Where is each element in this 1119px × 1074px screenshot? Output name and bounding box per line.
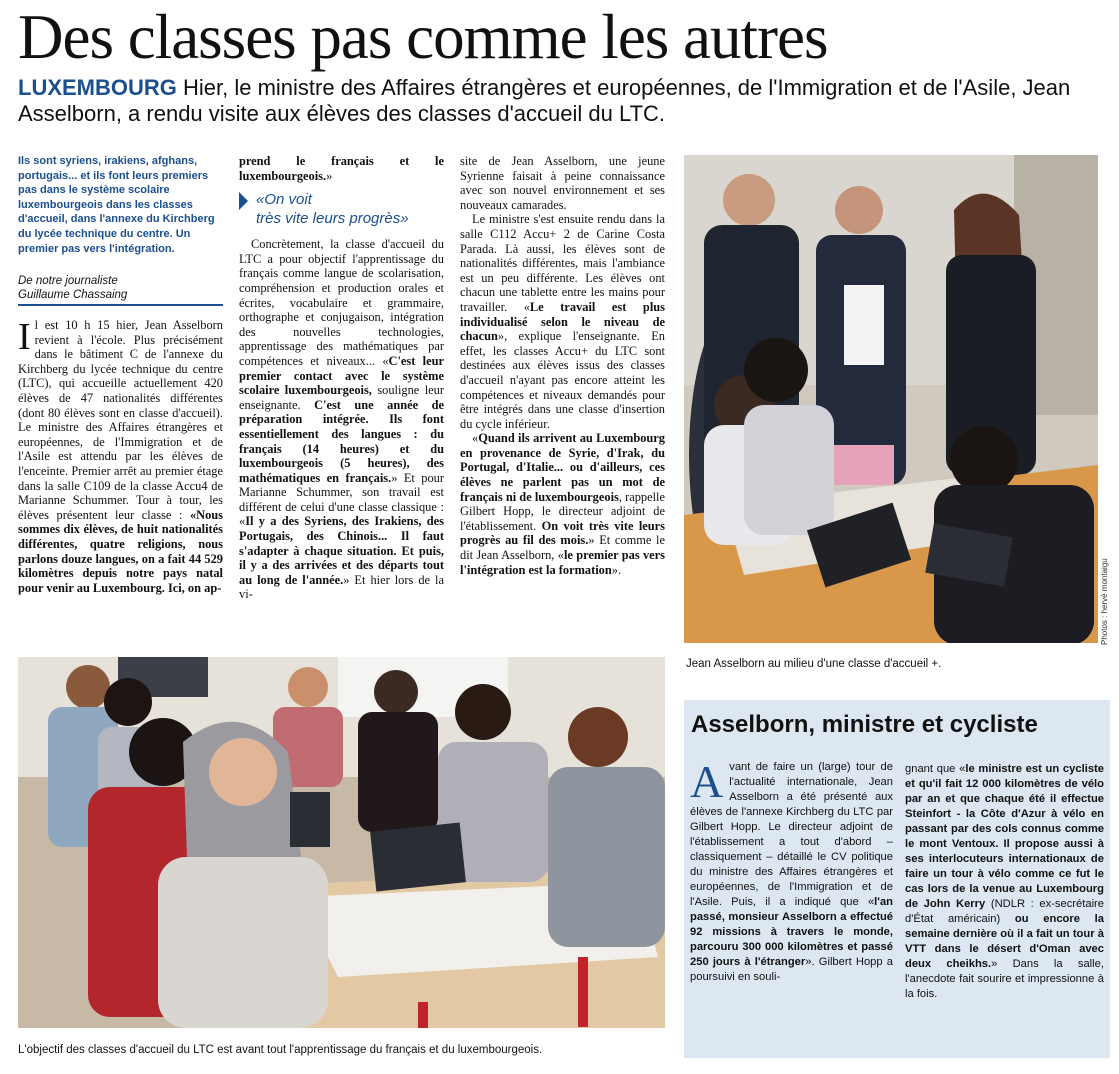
subheading — [239, 191, 444, 227]
deck — [18, 75, 1108, 127]
paragraph — [239, 154, 444, 183]
sidebar-dropcap: A — [690, 756, 724, 807]
photo-bottom-caption: L'objectif des classes d'accueil du LTC est avant tout l'apprentissage du français et du luxembourgeois. — [18, 1044, 543, 1056]
byline-author: Guillaume Chassaing — [18, 289, 128, 301]
quote-bold: Il y a des Syriens, des Irakiens, des Portugais, des Chinois... Il faut s'adapter à chaque situation. Et puis, il y a des arrivées et des départs tout au long de l'année. — [239, 514, 444, 587]
quote-bold: Quand ils arrivent au Luxembourg en provenance de Syrie, d'Irak, du Portugal, d'Italie... ou d'ailleurs, ces élèves ne parlent pas un mot de français ni de luxembourgeois — [460, 431, 665, 504]
sidebar-text: (NDLR : ex-secrétaire d'État américain) — [905, 898, 1105, 925]
quote-bold: C'est une année de préparation intégrée. Ils font essentiellement des langues : du français (14 heures) et du luxembourgeois (5 heures), des mathématiques en français. — [239, 397, 445, 485]
sidebar-column-1 — [690, 756, 893, 985]
sidebar-quote-bold: l'an passé, monsieur Asselborn a effectué 92 missions à travers le monde, parcouru 300 000 kilomètres et passé 250 jours à l'étranger — [690, 896, 893, 968]
deck-text: Hier, le ministre des Affaires étrangères et européennes, de l'Immigration et de l'Asile, Jean Asselborn, a rendu visite aux élèves des classes d'accueil du LTC. — [18, 75, 1071, 126]
byline — [18, 274, 223, 306]
byline-line1: De notre journaliste — [18, 275, 118, 287]
photo-credit: Photos : hervé montaigu — [1100, 558, 1109, 645]
sidebar-text: vant de faire un (large) tour de l'actualité internationale, Jean Asselborn a été présenté aux élèves de l'annexe Kirchberg du LTC par Gilbert Hopp. Le directeur adjoint de l'établissement a tout d'abord – classiquement – détaillé le CV politique du ministre des Affaires étrangères et européennes, de l'Immigration et de l'Asile. Puis, il a indiqué que « — [690, 761, 893, 908]
deck-location: LUXEMBOURG — [18, 75, 177, 100]
paragraph-text: souligne leur enseignante. — [239, 383, 444, 412]
quote-bold: On voit très vite leurs progrès au fil des mois. — [460, 518, 666, 548]
paragraph: site de Jean Asselborn, une jeune Syrienne faisait à peine connaissance avec son nouvel environnement et ses nouveaux camarades. — [460, 154, 665, 212]
arrow-icon — [239, 192, 248, 210]
sidebar-quote-bold: ou encore la semaine dernière où il a fait un tour à VTT dans le désert d'Oman avec deux cheikhs. — [905, 913, 1105, 970]
sidebar-quote-bold: le ministre est un cycliste et qu'il fait 12 000 kilomètres de vélo par an et que chaque été il effectue Steinfort - la Côte d'Azur à vélo en passant par des cols connus comme le mont Ventoux. Il propose aussi à ses interlocuteurs internationaux de faire un tour à vélo comme ce fut le cas lors de la venue au Luxembourg de John Kerry — [905, 763, 1104, 910]
paragraph-text: l est 10 h 15 hier, Jean Asselborn revient à l'école. Plus précisément dans le bâtiment C de l'annexe du Kirchberg du lycée technique du centre (LTC), qui accueille actuellement 420 élèves de 47 nationalités différentes (dont 80 élèves sont en classe d'accueil). Le ministre des Affaires étrangères et européennes, de l'Immigration et de l'Asile est attendu par les élèves de l'enceinte. Premier arrêt au premier étage dans la salle C109 de la classe Accu4 de Marianne Schummer. Tour à tour, les élèves présentent leur classe : — [18, 318, 223, 522]
sidebar-column-2 — [905, 762, 1104, 1002]
paragraph-text: ». — [611, 562, 622, 577]
paragraph — [460, 212, 665, 431]
sidebar-text: ». Gilbert Hopp a poursuivi en souli- — [690, 956, 893, 983]
sidebar-text: » Dans la salle, l'anecdote fait sourire et impressionne à la fois. — [905, 958, 1104, 1000]
sidebar-text: gnant que « — [905, 763, 966, 775]
paragraph — [239, 237, 444, 602]
paragraph-text: Concrètement, la classe d'accueil du LTC a pour objectif l'apprentissage du français comme langue de scolarisation, compréhension et production orales et écrites, vocabulaire et grammaire, orthographe et conjugaison, intégration des nouvelles technologies, apprentissage des mathématiques par compétences et niveaux... « — [239, 237, 444, 368]
photo-minister-visit-image — [684, 155, 1098, 643]
quote-bold: «Nous sommes dix élèves, de huit nationalités différentes, quatre religions, nous parlons douze langues, on a fait 44 529 kilomètres depuis notre pays natal pour venir au Luxembourg. Ici, on ap- — [18, 507, 223, 595]
paragraph-text: Le ministre s'est ensuite rendu dans la salle C112 Accu+ 2 de Carine Costa Parada. Là aussi, les élèves sont de nationalités différentes, mais l'ambiance est un peu différente. Les élèves ont chacun une tablette entre les mains pour travailler. « — [460, 212, 665, 314]
photo-minister-visit — [684, 155, 1098, 643]
photo-top-caption: Jean Asselborn au milieu d'une classe d'accueil +. — [686, 658, 942, 670]
paragraph-text: » Et comme le dit Jean Asselborn, « — [460, 533, 665, 563]
photo-classroom-students — [18, 657, 665, 1028]
paragraph — [18, 318, 223, 595]
dropcap: I — [18, 316, 31, 358]
quote-bold: Le travail est plus individualisé selon le niveau de chacun — [460, 299, 665, 344]
article-column-3 — [460, 154, 665, 577]
paragraph-text: » Et hier lors de la vi- — [239, 572, 444, 602]
subheading-line2: très vite leurs progrès» — [256, 210, 409, 228]
paragraph-text: », explique l'enseignante. En effet, les classes Accu+ du LTC sont destinées aux élèves issus des classes d'accueil n'ayant pas encore atteint les compétences et niveaux demandés pour être intégrés dans une classe d'insertion du cycle inférieur. — [460, 329, 665, 431]
paragraph-text: » — [326, 168, 333, 183]
photo-classroom-students-image — [18, 657, 665, 1028]
sidebar-title: Asselborn, ministre et cycliste — [691, 711, 1038, 738]
article-column-1 — [18, 318, 223, 595]
paragraph-text: , rappelle Gilbert Hopp, le directeur adjoint de l'établissement. — [460, 489, 665, 533]
paragraph-text: » Et pour Marianne Schummer, son travail est différent de celui d'une classe classique : « — [239, 470, 444, 529]
quote-bold: le premier pas vers l'intégration est la formation — [460, 548, 665, 577]
paragraph-text: « — [472, 431, 479, 446]
paragraph — [460, 431, 665, 577]
quote-bold: C'est leur premier contact avec le système scolaire luxembourgeois, — [239, 353, 444, 398]
subheading-line1: «On voit — [256, 191, 312, 209]
headline: Des classes pas comme les autres — [18, 2, 828, 72]
intro-text: Ils sont syriens, irakiens, afghans, portugais... et ils font leurs premiers pas dans le système scolaire luxembourgeois dans les classes d'accueil, dans l'annexe du Kirchberg du lycée technique du centre. Un premier pas vers l'intégration. — [18, 155, 215, 255]
quote-bold: prend le français et le luxembourgeois. — [239, 154, 444, 183]
article-column-2 — [239, 154, 444, 602]
